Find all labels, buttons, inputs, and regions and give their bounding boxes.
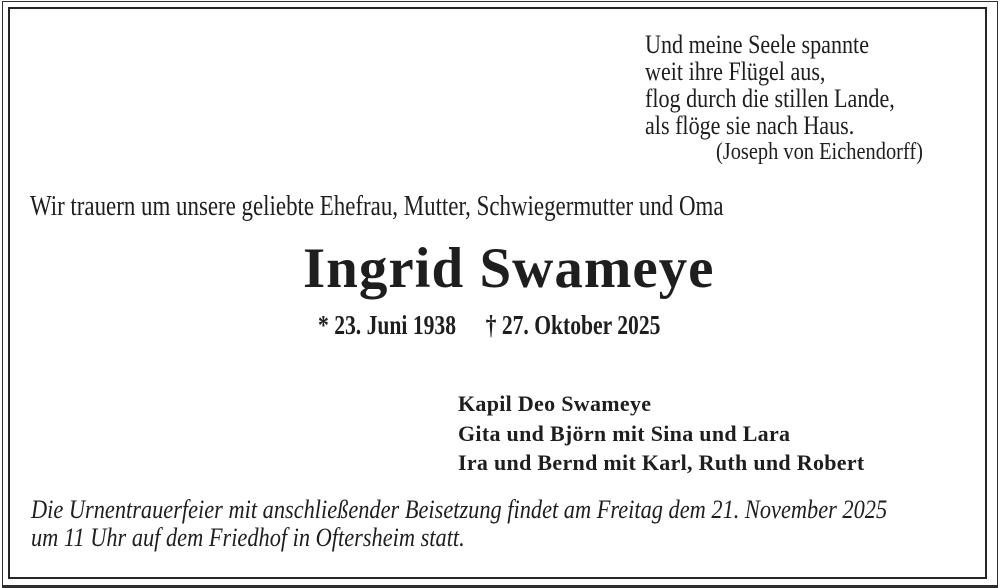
mourning-intro-line: Wir trauern um unsere geliebte Ehefrau, Mutter, Schwiegermutter und Oma (30, 190, 724, 222)
mourner-line: Kapil Deo Swameye (458, 391, 652, 416)
mourners-block (458, 389, 865, 478)
poem-line: Und meine Seele spannte (645, 30, 870, 59)
funeral-line: Die Urnentrauerfeier mit anschließender Beisetzung findet am Freitag dem 21. November 2025 (31, 495, 888, 524)
funeral-line: um 11 Uhr auf dem Friedhof in Oftersheim statt. (31, 522, 465, 552)
poem-line: flog durch die stillen Lande, (645, 84, 895, 113)
life-dates (318, 309, 660, 341)
poem-attribution: (Joseph von Eichendorff) (715, 139, 923, 165)
birth-date: * 23. Juni 1938 (318, 310, 457, 340)
mourner-line: Gita und Björn mit Sina und Lara (458, 420, 791, 446)
deceased-name: Ingrid Swameye (303, 237, 715, 300)
death-date: † 27. Oktober 2025 (485, 310, 661, 340)
poem-block (645, 31, 923, 166)
poem-line: als flöge sie nach Haus. (645, 111, 855, 140)
poem-line: weit ihre Flügel aus, (645, 57, 826, 86)
funeral-details (31, 496, 887, 551)
mourner-line: Ira und Bernd mit Karl, Ruth und Robert (458, 450, 865, 475)
